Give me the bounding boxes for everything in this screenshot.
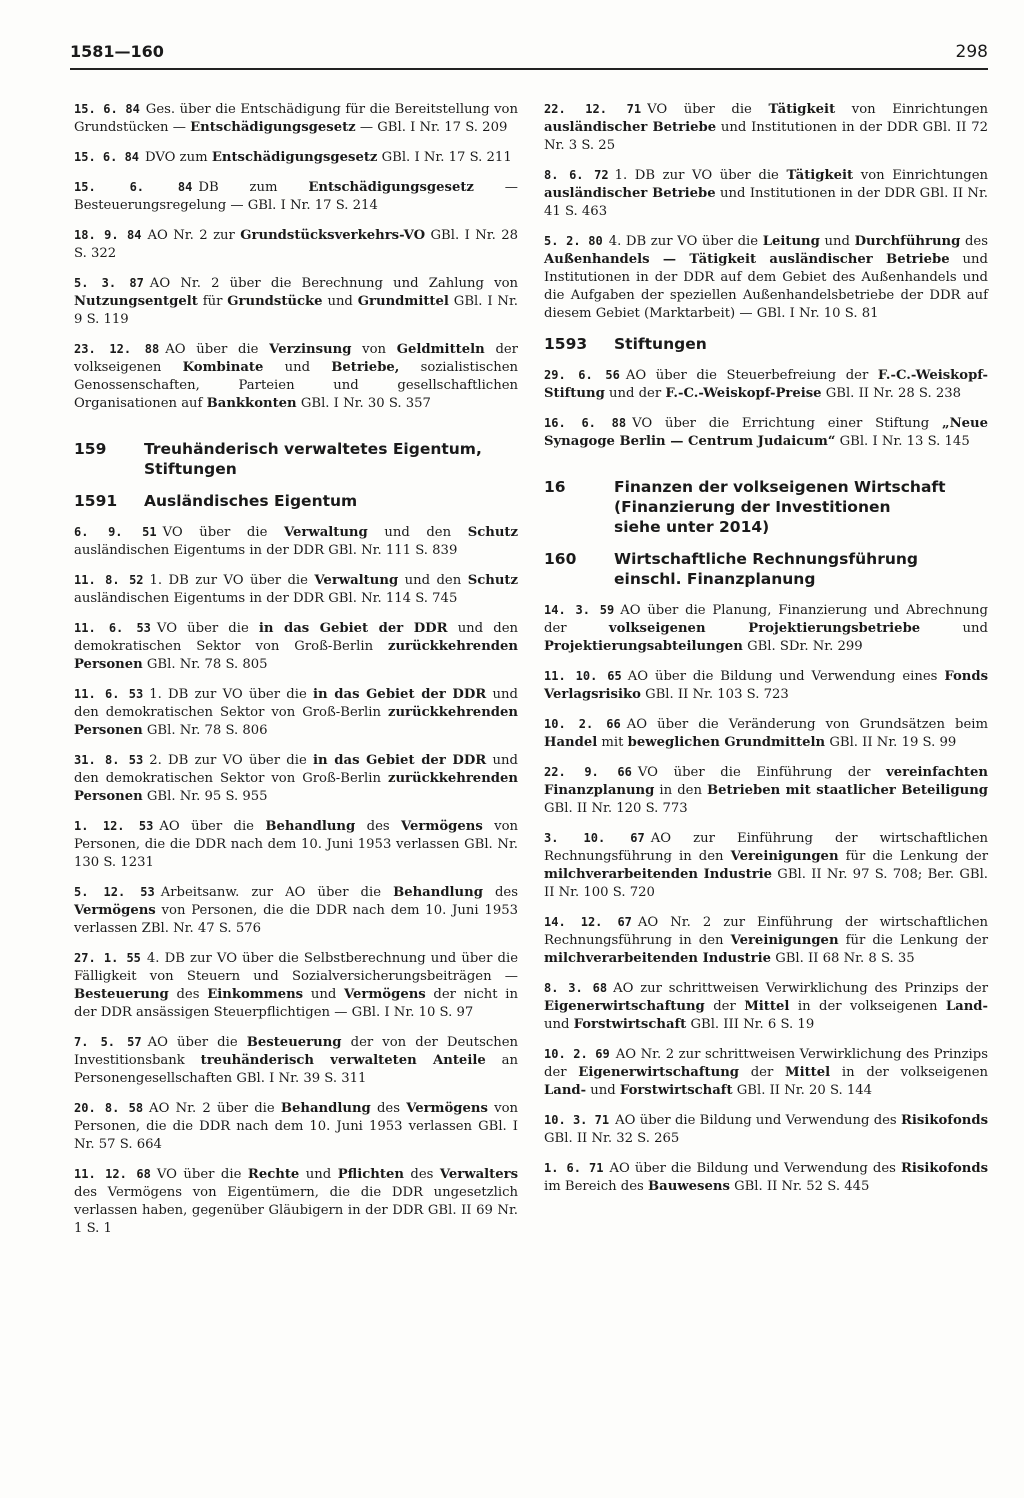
entry-date: 10. 3. 71 bbox=[544, 1113, 610, 1127]
entry-text: und der bbox=[604, 386, 666, 401]
entry-date: 11. 8. 52 bbox=[74, 573, 144, 587]
entry-keyword: zurückkehrenden Personen bbox=[74, 639, 518, 672]
entry-text: 1. DB zur VO über die bbox=[149, 687, 314, 702]
entry-text: AO über die Steuerbefreiung der bbox=[625, 368, 878, 383]
register-entry bbox=[544, 913, 988, 968]
entry-date: 16. 6. 88 bbox=[544, 416, 627, 430]
entry-keyword: Grundstücke bbox=[227, 294, 323, 309]
entry-text: im Bereich des bbox=[544, 1179, 649, 1194]
section-title: Wirtschaftliche Rechnungsführung einschl. Finanzplanung bbox=[614, 550, 918, 588]
entry-keyword: ausländischer Betriebe bbox=[544, 186, 716, 201]
entry-text: AO über die bbox=[147, 1035, 247, 1050]
entry-keyword: Risikofonds bbox=[900, 1161, 988, 1176]
entry-keyword: F.-C.-Weiskopf-Preise bbox=[665, 386, 822, 401]
entry-text: von Einrichtungen bbox=[835, 102, 989, 117]
register-entry bbox=[74, 817, 518, 872]
entry-keyword: Vermögens bbox=[74, 903, 156, 918]
entry-keyword: Verwaltung bbox=[283, 525, 368, 540]
entry-text: GBl. I Nr. 17 S. 211 bbox=[377, 150, 512, 165]
section-title: Ausländisches Eigentum bbox=[144, 492, 358, 510]
entry-text: GBl. Nr. 78 S. 806 bbox=[142, 723, 268, 738]
entry-text: AO Nr. 2 zur bbox=[147, 228, 241, 243]
entry-keyword: Fonds Verlagsrisiko bbox=[544, 669, 989, 702]
entry-date: 15. 6. 84 bbox=[74, 102, 140, 116]
entry-date: 23. 12. 88 bbox=[74, 342, 160, 356]
entry-keyword: volkseigenen Projektierungsbetriebe bbox=[608, 621, 921, 636]
entry-keyword: Durchführung bbox=[854, 234, 961, 249]
register-entry bbox=[544, 414, 988, 451]
register-entry bbox=[544, 829, 988, 902]
entry-text: 4. DB zur VO über die bbox=[608, 234, 763, 249]
entry-keyword: Kombinate bbox=[182, 360, 264, 375]
entry-text: GBl. Nr. 78 S. 805 bbox=[142, 657, 268, 672]
register-entry bbox=[544, 232, 988, 323]
entry-keyword: Forstwirtschaft bbox=[619, 1083, 733, 1098]
register-entry bbox=[544, 1045, 988, 1100]
register-entry bbox=[74, 751, 518, 806]
entry-text: VO über die bbox=[647, 102, 769, 117]
register-entry bbox=[544, 366, 988, 403]
section-heading bbox=[74, 439, 518, 479]
entry-text: AO über die Bildung und Verwendung des bbox=[609, 1161, 901, 1176]
entry-text: und Institutionen in der DDR GBl. II Nr. 41 S. 463 bbox=[544, 186, 988, 219]
entry-text: 1. DB zur VO über die bbox=[149, 573, 315, 588]
entry-date: 11. 6. 53 bbox=[74, 687, 144, 701]
register-entry bbox=[74, 340, 518, 413]
section-heading bbox=[544, 477, 988, 537]
entry-date: 22. 9. 66 bbox=[544, 765, 632, 779]
entry-text: sozialistischen Genossenschaften, Parteien und gesellschaftlichen Organisationen auf bbox=[74, 360, 518, 411]
entry-date: 10. 2. 69 bbox=[544, 1047, 610, 1061]
section-number: 159 bbox=[74, 440, 107, 458]
register-entry bbox=[74, 571, 518, 608]
entry-keyword: Behandlung bbox=[393, 885, 483, 900]
entry-keyword: Vereinigungen bbox=[730, 933, 839, 948]
entry-text: GBl. II Nr. 103 S. 723 bbox=[640, 687, 789, 702]
subsection-heading bbox=[74, 491, 518, 511]
register-entry bbox=[74, 178, 518, 215]
entry-text: in den bbox=[654, 783, 708, 798]
entry-keyword: in das Gebiet der DDR bbox=[313, 753, 487, 768]
entry-text: ausländischen Eigentums in der DDR GBl. Nr. 111 S. 839 bbox=[74, 543, 458, 558]
entry-keyword: Vermögens bbox=[406, 1101, 488, 1116]
entry-text: GBl. I Nr. 28 S. 322 bbox=[74, 228, 518, 261]
entry-keyword: F.-C.-Weiskopf-Stiftung bbox=[544, 368, 988, 401]
entry-text: GBl. II Nr. 120 S. 773 bbox=[544, 801, 688, 816]
entry-keyword: Entschädigungsgesetz bbox=[190, 120, 356, 135]
entry-text: der nicht in der DDR ansässigen Steuerpflichtigen — GBl. I Nr. 10 S. 97 bbox=[74, 987, 518, 1020]
entry-date: 3. 10. 67 bbox=[544, 831, 645, 845]
entry-text: und bbox=[544, 1017, 574, 1032]
entry-keyword: Leitung bbox=[762, 234, 820, 249]
entry-keyword: Schutz bbox=[467, 573, 518, 588]
entry-text: GBl. II Nr. 52 S. 445 bbox=[729, 1179, 870, 1194]
entry-keyword: milchverarbeitenden Industrie bbox=[544, 867, 773, 882]
register-entry bbox=[544, 715, 988, 752]
entry-text: AO zur schrittweisen Verwirklichung des Prinzips der bbox=[613, 981, 989, 996]
entry-text: des bbox=[370, 1101, 407, 1116]
register-entry bbox=[74, 1033, 518, 1088]
entry-text: an Personengesellschaften GBl. I Nr. 39 S. 311 bbox=[74, 1053, 518, 1086]
entry-keyword: Vermögens bbox=[343, 987, 426, 1002]
section-range: 1581—160 bbox=[70, 42, 164, 61]
entry-text: AO über die bbox=[159, 819, 266, 834]
entry-text: und bbox=[303, 987, 344, 1002]
register-entry bbox=[74, 100, 518, 137]
register-entry bbox=[74, 949, 518, 1022]
entry-text: der bbox=[704, 999, 745, 1014]
entry-keyword: Forstwirtschaft bbox=[573, 1017, 687, 1032]
entry-text: für die Lenkung der bbox=[838, 933, 988, 948]
register-entry bbox=[544, 979, 988, 1034]
register-entry bbox=[74, 523, 518, 560]
entry-keyword: Land- bbox=[544, 1083, 587, 1098]
entry-text: — GBl. I Nr. 17 S. 209 bbox=[355, 120, 508, 135]
left-column bbox=[74, 100, 518, 1249]
section-title: Stiftungen bbox=[614, 335, 707, 353]
entry-keyword: Betrieben mit staatlicher Beteiligung bbox=[707, 783, 988, 798]
entry-date: 18. 9. 84 bbox=[74, 228, 142, 242]
entry-date: 7. 5. 57 bbox=[74, 1035, 142, 1049]
entry-text: ausländischen Eigentums in der DDR GBl. Nr. 114 S. 745 bbox=[74, 591, 458, 606]
entry-text: VO über die bbox=[162, 525, 284, 540]
entry-text: GBl. Nr. 95 S. 955 bbox=[142, 789, 268, 804]
entry-date: 27. 1. 55 bbox=[74, 951, 141, 965]
section-title: Finanzen der volkseigenen Wirtschaft (Finanzierung der Investitionen siehe unter 2014) bbox=[614, 478, 946, 536]
entry-keyword: Behandlung bbox=[265, 819, 356, 834]
entry-keyword: Mittel bbox=[744, 999, 790, 1014]
section-number: 16 bbox=[544, 478, 566, 496]
entry-text: 1. DB zur VO über die bbox=[614, 168, 787, 183]
entry-text: und Institutionen in der DDR GBl. II 72 Nr. 3 S. 25 bbox=[544, 120, 988, 153]
entry-keyword: Verzinsung bbox=[269, 342, 352, 357]
entry-keyword: Grundstücksverkehrs-VO bbox=[240, 228, 426, 243]
entry-text: AO über die Veränderung von Grundsätzen beim bbox=[626, 717, 988, 732]
entry-keyword: Tätigkeit bbox=[786, 168, 854, 183]
entry-text: für die Lenkung der bbox=[838, 849, 988, 864]
entry-date: 14. 3. 59 bbox=[544, 603, 615, 617]
entry-keyword: Bauwesens bbox=[648, 1179, 730, 1194]
entry-text: Ges. über die Entschädigung für die Bereitstellung von Grundstücken — bbox=[74, 102, 518, 135]
register-entry bbox=[74, 226, 518, 263]
entry-text: GBl. SDr. Nr. 299 bbox=[742, 639, 863, 654]
entry-date: 5. 2. 80 bbox=[544, 234, 603, 248]
entry-keyword: beweglichen Grundmitteln bbox=[627, 735, 826, 750]
entry-text: und den demokratischen Sektor von Groß-Berlin bbox=[74, 753, 518, 786]
entry-date: 22. 12. 71 bbox=[544, 102, 642, 116]
entry-text: von Personen, die die DDR nach dem 10. Juni 1953 verlassen GBl. Nr. 130 S. 1231 bbox=[74, 819, 519, 870]
entry-keyword: treuhänderisch verwalteten Anteile bbox=[200, 1053, 486, 1068]
register-entry bbox=[74, 274, 518, 329]
right-column bbox=[544, 100, 988, 1207]
entry-text: und den bbox=[398, 573, 468, 588]
entry-keyword: Schutz bbox=[467, 525, 519, 540]
entry-date: 5. 12. 53 bbox=[74, 885, 155, 899]
entry-keyword: Entschädigungsgesetz bbox=[211, 150, 378, 165]
entry-text: des bbox=[960, 234, 989, 249]
entry-keyword: Betriebe, bbox=[331, 360, 400, 375]
entry-keyword: Land- bbox=[945, 999, 988, 1014]
entry-text: von Personen, die die DDR nach dem 10. Juni 1953 verlassen ZBl. Nr. 47 S. 576 bbox=[74, 903, 518, 936]
register-entry bbox=[544, 667, 988, 704]
entry-text: der von der Deutschen Investitionsbank bbox=[74, 1035, 519, 1068]
entry-keyword: Tätigkeit bbox=[768, 102, 836, 117]
entry-keyword: Risikofonds bbox=[900, 1113, 988, 1128]
entry-keyword: Vereinigungen bbox=[730, 849, 839, 864]
entry-text: AO über die Bildung und Verwendung eines bbox=[627, 669, 945, 684]
entry-text: und bbox=[819, 234, 855, 249]
entry-text: GBl. II Nr. 20 S. 144 bbox=[732, 1083, 873, 1098]
entry-date: 5. 3. 87 bbox=[74, 276, 144, 290]
subsection-heading bbox=[544, 334, 988, 354]
register-entry bbox=[74, 619, 518, 674]
entry-text: GBl. II 68 Nr. 8 S. 35 bbox=[771, 951, 915, 966]
entry-text: von Personen, die die DDR nach dem 10. Juni 1953 verlassen GBl. I Nr. 57 S. 664 bbox=[74, 1101, 519, 1152]
entry-date: 14. 12. 67 bbox=[544, 915, 632, 929]
entry-text: und bbox=[299, 1167, 338, 1182]
entry-text: mit bbox=[597, 735, 628, 750]
entry-keyword: Rechte bbox=[247, 1167, 300, 1182]
entry-text: und Institutionen in der DDR auf dem Gebiet des Außenhandels und die Aufgaben der speziellen Außenhandelsbetriebe der DDR auf diesem Gebiet (Marktarbeit) — GBl. I Nr. 10 S. 81 bbox=[544, 252, 988, 321]
entry-text: von Einrichtungen bbox=[853, 168, 989, 183]
entry-keyword: in das Gebiet der DDR bbox=[313, 687, 487, 702]
entry-text: 4. DB zur VO über die Selbstberechnung und über die Fälligkeit von Steuern und Sozialversicherungsbeiträgen — bbox=[74, 951, 518, 984]
register-entry bbox=[74, 883, 518, 938]
entry-keyword: Vermögens bbox=[401, 819, 483, 834]
entry-text: AO über die Bildung und Verwendung des bbox=[615, 1113, 901, 1128]
entry-keyword: zurückkehrenden Personen bbox=[74, 705, 518, 738]
entry-keyword: zurückkehrenden Personen bbox=[74, 771, 518, 804]
entry-keyword: „Neue Synagoge Berlin — Centrum Judaicum“ bbox=[544, 416, 988, 449]
entry-text: in der volkseigenen bbox=[830, 1065, 988, 1080]
page-number: 298 bbox=[955, 42, 988, 62]
entry-text: des bbox=[403, 1167, 440, 1182]
entry-keyword: Behandlung bbox=[280, 1101, 371, 1116]
entry-keyword: Grundmittel bbox=[357, 294, 449, 309]
entry-text: des bbox=[482, 885, 518, 900]
entry-text: AO Nr. 2 zur Einführung der wirtschaftlichen Rechnungsführung in den bbox=[544, 915, 988, 948]
register-entry bbox=[544, 1111, 988, 1148]
entry-text: GBl. I Nr. 13 S. 145 bbox=[835, 434, 970, 449]
entry-text: AO zur Einführung der wirtschaftlichen Rechnungsführung in den bbox=[544, 831, 988, 864]
header-rule bbox=[70, 68, 988, 70]
section-number: 1591 bbox=[74, 492, 118, 510]
entry-text: GBl. II Nr. 28 S. 238 bbox=[821, 386, 962, 401]
register-entry bbox=[74, 1099, 518, 1154]
entry-keyword: Einkommens bbox=[207, 987, 304, 1002]
entry-keyword: vereinfachten Finanzplanung bbox=[544, 765, 988, 798]
entry-keyword: ausländischer Betriebe bbox=[544, 120, 717, 135]
entry-keyword: Verwaltung bbox=[314, 573, 399, 588]
entry-keyword: Verwalters bbox=[439, 1167, 519, 1182]
entry-keyword: Geldmitteln bbox=[396, 342, 485, 357]
entry-date: 29. 6. 56 bbox=[544, 368, 620, 382]
entry-date: 15. 6. 84 bbox=[74, 150, 140, 164]
entry-text: von bbox=[351, 342, 397, 357]
entry-text: und bbox=[322, 294, 358, 309]
entry-text: und bbox=[920, 621, 988, 636]
entry-text: GBl. II Nr. 97 S. 708; Ber. GBl. II Nr. 100 S. 720 bbox=[544, 867, 988, 900]
entry-keyword: Nutzungsentgelt bbox=[74, 294, 198, 309]
entry-text: AO Nr. 2 über die Berechnung und Zahlung von bbox=[149, 276, 519, 291]
entry-text: GBl. I Nr. 9 S. 119 bbox=[74, 294, 519, 327]
register-entry bbox=[74, 1165, 518, 1238]
register-entry bbox=[544, 763, 988, 818]
entry-keyword: Eigenerwirtschaftung bbox=[578, 1065, 740, 1080]
entry-text: DB zum bbox=[198, 180, 309, 195]
entry-text: VO über die Einführung der bbox=[637, 765, 887, 780]
register-entry bbox=[544, 166, 988, 221]
entry-text: und den demokratischen Sektor von Groß-Berlin bbox=[74, 621, 518, 654]
entry-text: des bbox=[168, 987, 208, 1002]
entry-date: 1. 6. 71 bbox=[544, 1161, 604, 1175]
entry-date: 11. 6. 53 bbox=[74, 621, 151, 635]
register-entry bbox=[74, 148, 518, 167]
entry-text: GBl. II Nr. 19 S. 99 bbox=[825, 735, 957, 750]
entry-text: GBl. I Nr. 30 S. 357 bbox=[296, 396, 431, 411]
entry-date: 11. 10. 65 bbox=[544, 669, 622, 683]
entry-text: und bbox=[263, 360, 332, 375]
entry-text: GBl. III Nr. 6 S. 19 bbox=[686, 1017, 815, 1032]
register-entry bbox=[74, 685, 518, 740]
entry-date: 11. 12. 68 bbox=[74, 1167, 151, 1181]
entry-keyword: Besteuerung bbox=[74, 987, 169, 1002]
entry-text: AO Nr. 2 über die bbox=[149, 1101, 281, 1116]
entry-keyword: Pflichten bbox=[337, 1167, 404, 1182]
entry-keyword: Eigenerwirtschaftung bbox=[544, 999, 705, 1014]
entry-date: 15. 6. 84 bbox=[74, 180, 193, 194]
page-header bbox=[0, 38, 1024, 68]
entry-text: GBl. II Nr. 32 S. 265 bbox=[544, 1131, 680, 1146]
entry-text: Arbeitsanw. zur AO über die bbox=[160, 885, 394, 900]
entry-text: der bbox=[739, 1065, 785, 1080]
entry-text: — Besteuerungsregelung — GBl. I Nr. 17 S. 214 bbox=[74, 180, 518, 213]
entry-keyword: milchverarbeitenden Industrie bbox=[544, 951, 771, 966]
entry-date: 6. 9. 51 bbox=[74, 525, 157, 539]
entry-text: AO über die Planung, Finanzierung und Abrechnung der bbox=[544, 603, 988, 636]
entry-text: für bbox=[197, 294, 228, 309]
register-entry bbox=[544, 1159, 988, 1196]
entry-date: 1. 12. 53 bbox=[74, 819, 154, 833]
entry-keyword: Außenhandels — Tätigkeit ausländischer Betriebe bbox=[544, 252, 950, 267]
section-number: 1593 bbox=[544, 335, 588, 353]
section-number: 160 bbox=[544, 550, 577, 568]
entry-keyword: in das Gebiet der DDR bbox=[258, 621, 448, 636]
entry-text: AO über die bbox=[165, 342, 270, 357]
entry-keyword: Bankkonten bbox=[206, 396, 297, 411]
entry-text: des bbox=[355, 819, 402, 834]
entry-text: 2. DB zur VO über die bbox=[149, 753, 314, 768]
register-entry bbox=[544, 601, 988, 656]
entry-date: 8. 6. 72 bbox=[544, 168, 609, 182]
entry-text: und bbox=[586, 1083, 620, 1098]
section-title: Treuhänderisch verwaltetes Eigentum, Stiftungen bbox=[144, 440, 482, 478]
register-entry bbox=[544, 100, 988, 155]
entry-keyword: Entschädigungsgesetz bbox=[308, 180, 474, 195]
entry-text: und den demokratischen Sektor von Groß-Berlin bbox=[74, 687, 518, 720]
entry-text: und den bbox=[367, 525, 468, 540]
entry-date: 20. 8. 58 bbox=[74, 1101, 144, 1115]
subsection-heading bbox=[544, 549, 988, 589]
entry-text: VO über die bbox=[156, 621, 259, 636]
entry-keyword: Handel bbox=[544, 735, 598, 750]
entry-date: 31. 8. 53 bbox=[74, 753, 144, 767]
entry-text: VO über die bbox=[156, 1167, 248, 1182]
entry-keyword: Besteuerung bbox=[246, 1035, 342, 1050]
entry-text: AO Nr. 2 zur schrittweisen Verwirklichung des Prinzips der bbox=[544, 1047, 988, 1080]
entry-text: VO über die Errichtung einer Stiftung bbox=[632, 416, 942, 431]
entry-keyword: Projektierungsabteilungen bbox=[544, 639, 743, 654]
entry-date: 8. 3. 68 bbox=[544, 981, 608, 995]
entry-keyword: Mittel bbox=[784, 1065, 831, 1080]
entry-date: 10. 2. 66 bbox=[544, 717, 621, 731]
entry-text: in der volkseigenen bbox=[789, 999, 946, 1014]
entry-text: des Vermögens von Eigentümern, die die DDR ungesetzlich verlassen haben, gegenüber Gläubigern in der DDR GBl. II 69 Nr. 1 S. 1 bbox=[74, 1185, 518, 1236]
entry-text: der volkseigenen bbox=[74, 342, 518, 375]
entry-text: DVO zum bbox=[145, 150, 212, 165]
